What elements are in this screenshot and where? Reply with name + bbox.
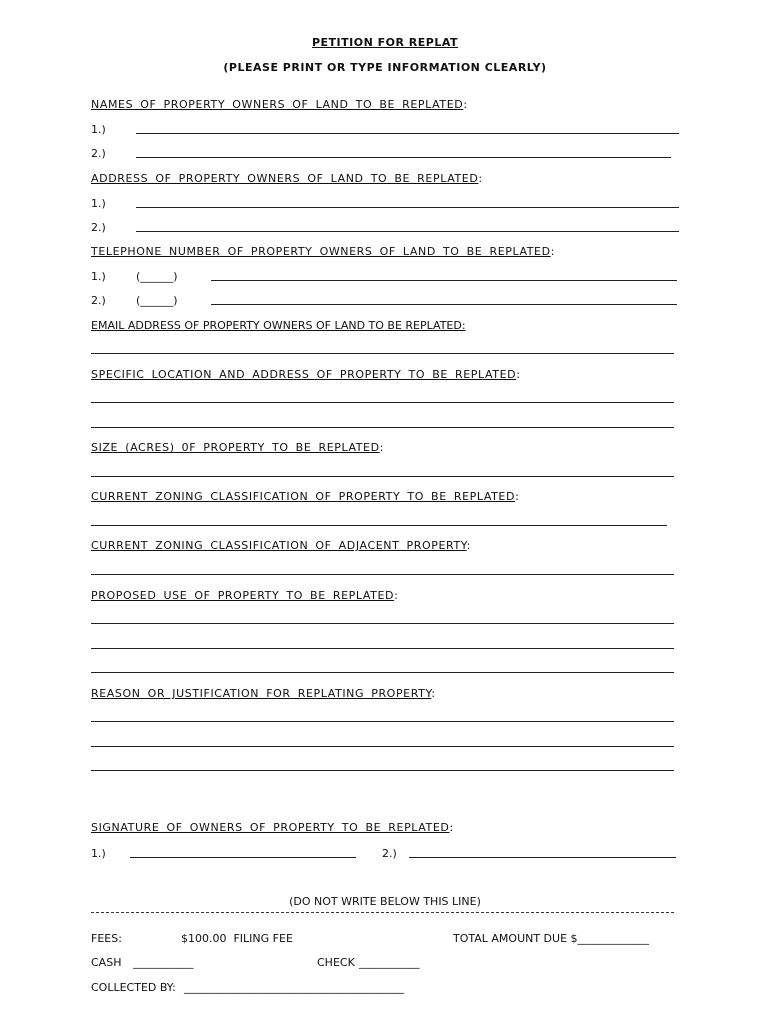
current-zoning-section-heading: CURRENT ZONING CLASSIFICATION OF PROPERTY TO BE REPLATED: [91, 490, 520, 503]
reason-line-1-field[interactable] [91, 721, 674, 722]
reason-line-2-field[interactable] [91, 746, 674, 747]
collected-by-label: COLLECTED BY: [91, 981, 176, 994]
office-use-divider [91, 912, 674, 913]
names-item-1-number: 1.) [91, 123, 106, 136]
area-code-2-field[interactable]: (______) [136, 294, 178, 307]
check-field[interactable]: ___________ [359, 956, 420, 969]
proposed-use-line-3-field[interactable] [91, 672, 674, 673]
adjacent-zoning-section-heading: CURRENT ZONING CLASSIFICATION OF ADJACENT PROPERTY: [91, 539, 471, 552]
telephone-item-1-number: 1.) [91, 270, 106, 283]
area-code-1-field[interactable]: (______) [136, 270, 178, 283]
email-field[interactable] [91, 353, 674, 354]
address-item-1-number: 1.) [91, 197, 106, 210]
names-item-2-number: 2.) [91, 147, 106, 160]
location-line-1-field[interactable] [91, 402, 674, 403]
address-item-2-number: 2.) [91, 221, 106, 234]
names-section-heading: NAMES OF PROPERTY OWNERS OF LAND TO BE REPLATED: [91, 98, 468, 111]
signature-item-1-number: 1.) [91, 847, 106, 860]
collected-by-field[interactable]: ________________________________________ [184, 981, 404, 994]
proposed-use-section-heading: PROPOSED USE OF PROPERTY TO BE REPLATED: [91, 589, 399, 602]
signature-1-field[interactable] [130, 857, 356, 858]
address-section-heading: ADDRESS OF PROPERTY OWNERS OF LAND TO BE REPLATED: [91, 172, 483, 185]
check-label: CHECK [317, 956, 355, 969]
telephone-2-field[interactable] [211, 304, 677, 305]
size-section-heading: SIZE (ACRES) 0F PROPERTY TO BE REPLATED: [91, 441, 384, 454]
signature-2-field[interactable] [409, 857, 676, 858]
cash-field[interactable]: ___________ [133, 956, 194, 969]
fees-label: FEES: [91, 932, 122, 945]
owner-name-1-field[interactable] [136, 133, 679, 134]
current-zoning-field[interactable] [91, 525, 667, 526]
owner-address-2-field[interactable] [136, 231, 679, 232]
form-subtitle: (PLEASE PRINT OR TYPE INFORMATION CLEARLY) [223, 61, 547, 74]
size-field[interactable] [91, 476, 674, 477]
adjacent-zoning-field[interactable] [91, 574, 674, 575]
form-title: PETITION FOR REPLAT [311, 36, 459, 49]
telephone-item-2-number: 2.) [91, 294, 106, 307]
proposed-use-line-1-field[interactable] [91, 623, 674, 624]
owner-address-1-field[interactable] [136, 207, 679, 208]
location-line-2-field[interactable] [91, 427, 674, 428]
proposed-use-line-2-field[interactable] [91, 648, 674, 649]
cash-label: CASH [91, 956, 122, 969]
total-amount-due-field[interactable]: TOTAL AMOUNT DUE $_____________ [453, 932, 650, 945]
owner-name-2-field[interactable] [136, 157, 671, 158]
do-not-write-notice: (DO NOT WRITE BELOW THIS LINE) [289, 895, 481, 908]
filing-fee-amount: $100.00 FILING FEE [181, 932, 293, 945]
email-section-heading: EMAIL ADDRESS OF PROPERTY OWNERS OF LAND TO BE REPLATED: [91, 319, 466, 332]
reason-line-3-field[interactable] [91, 770, 674, 771]
signature-section-heading: SIGNATURE OF OWNERS OF PROPERTY TO BE REPLATED: [91, 821, 454, 834]
telephone-section-heading: TELEPHONE NUMBER OF PROPERTY OWNERS OF LAND TO BE REPLATED: [91, 245, 555, 258]
telephone-1-field[interactable] [211, 280, 677, 281]
reason-section-heading: REASON OR JUSTIFICATION FOR REPLATING PROPERTY: [91, 687, 436, 700]
location-section-heading: SPECIFIC LOCATION AND ADDRESS OF PROPERTY TO BE REPLATED: [91, 368, 521, 381]
signature-item-2-number: 2.) [382, 847, 397, 860]
